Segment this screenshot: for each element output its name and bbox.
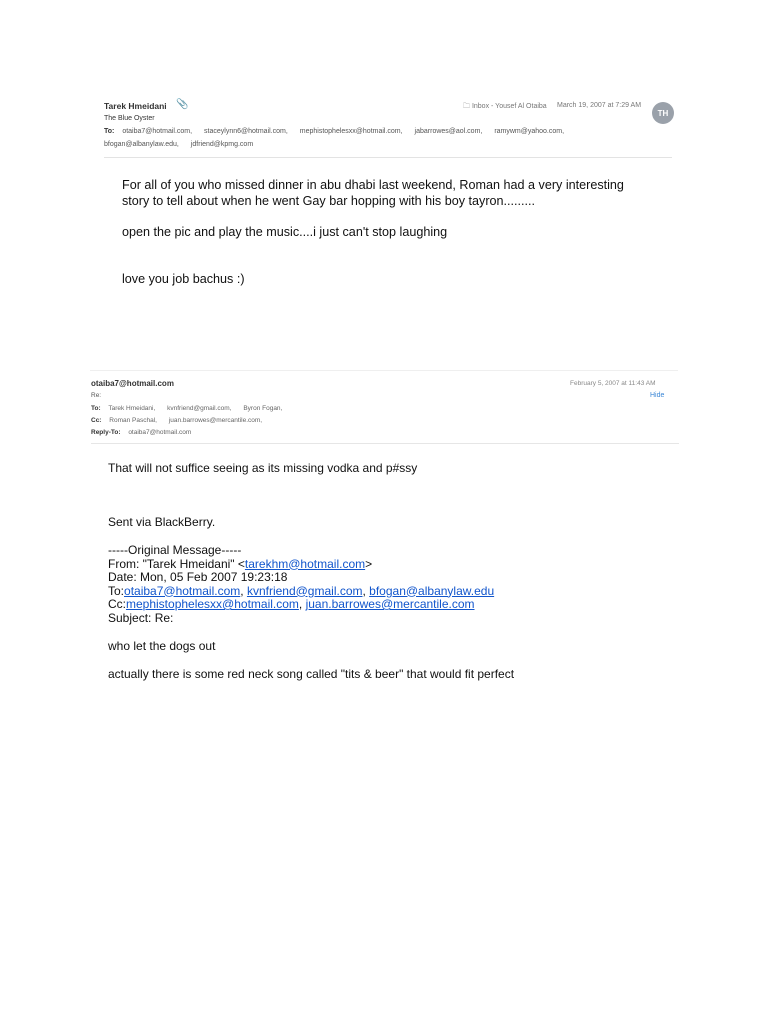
email-link[interactable]: bfogan@albanylaw.edu <box>369 583 495 598</box>
avatar: TH <box>652 102 674 124</box>
original-date: Date: Mon, 05 Feb 2007 19:23:18 <box>108 570 288 584</box>
original-subject: Subject: Re: <box>108 610 174 625</box>
hide-link[interactable]: Hide <box>650 392 665 399</box>
recipient[interactable]: Tarek Hmeidani, <box>108 405 156 412</box>
email1-body-line: story to tell about when he went Gay bar hopping with his boy tayron......... <box>122 194 536 208</box>
recipient[interactable]: otaiba7@hotmail.com <box>128 429 192 436</box>
divider <box>91 443 679 444</box>
separator: , <box>362 583 370 598</box>
email2-to <box>91 405 292 412</box>
email2-subject: Re: <box>91 392 102 399</box>
from-prefix: From: "Tarek Hmeidani" < <box>108 556 245 571</box>
separator: , <box>298 597 306 611</box>
email2-sender[interactable]: otaiba7@hotmail.com <box>91 379 174 388</box>
to-label: To: <box>91 405 101 412</box>
recipient[interactable]: ramywm@yahoo.com, <box>494 128 565 135</box>
mailbox-label: Inbox - Yousef Al Otaiba <box>471 103 547 110</box>
email2-reply-to <box>91 429 191 436</box>
recipient[interactable]: Byron Fogan, <box>243 405 283 412</box>
recipient[interactable]: otaiba7@hotmail.com, <box>122 128 193 135</box>
recipient[interactable]: Roman Paschal, <box>109 417 157 424</box>
recipient[interactable]: jdfriend@kpmg.com <box>190 141 254 148</box>
to-label: To: <box>104 128 115 135</box>
email1-recipients <box>104 128 574 135</box>
divider <box>90 370 678 371</box>
email-link[interactable]: juan.barrowes@mercantile.com <box>305 597 475 611</box>
email-link[interactable]: otaiba7@hotmail.com <box>124 583 241 598</box>
paperclip-icon: 📎 <box>176 99 189 110</box>
recipient[interactable]: juan.barrowes@mercantile.com, <box>168 417 263 424</box>
email1-body-line: open the pic and play the music....i just can't stop laughing <box>122 225 448 239</box>
email-link[interactable]: tarekhm@hotmail.com <box>244 556 366 571</box>
email1-subject: The Blue Oyster <box>104 115 155 122</box>
email2-body-line: who let the dogs out <box>108 639 216 653</box>
email1-body-line: love you job bachus :) <box>122 272 245 286</box>
email2-body-line: actually there is some red neck song called "tits & beer" that would fit perfect <box>108 667 515 681</box>
from-suffix: > <box>365 556 373 571</box>
original-to <box>108 585 494 599</box>
recipient[interactable]: bfogan@albanylaw.edu, <box>104 141 179 148</box>
email-link[interactable]: kvnfriend@gmail.com <box>246 583 363 598</box>
email1-mailbox[interactable] <box>463 102 547 113</box>
folder-icon: 🗀 <box>463 103 470 110</box>
cc-label: Cc: <box>91 417 102 424</box>
recipient[interactable]: jabarrowes@aol.com, <box>414 128 483 135</box>
email2-date: February 5, 2007 at 11:43 AM <box>570 380 656 387</box>
email2-signature: Sent via BlackBerry. <box>108 515 216 529</box>
email-link[interactable]: mephistophelesxx@hotmail.com <box>126 597 299 611</box>
original-from <box>108 558 372 572</box>
divider <box>104 157 672 158</box>
to-prefix: To: <box>108 583 125 598</box>
email1-date: March 19, 2007 at 7:29 AM <box>557 102 642 109</box>
separator: , <box>240 583 247 598</box>
original-message-header: -----Original Message----- <box>108 543 242 557</box>
cc-prefix: Cc: <box>108 597 126 611</box>
email1-sender[interactable]: Tarek Hmeidani <box>104 101 167 111</box>
email2-cc <box>91 417 272 424</box>
recipient[interactable]: mephistophelesxx@hotmail.com, <box>299 128 403 135</box>
recipient[interactable]: staceylynn6@hotmail.com, <box>204 128 288 135</box>
email1-recipients-continued <box>104 141 263 148</box>
email1-body-line: For all of you who missed dinner in abu dhabi last weekend, Roman had a very interesting <box>122 178 624 192</box>
email2-body-line: That will not suffice seeing as its missing vodka and p#ssy <box>108 461 418 475</box>
original-cc <box>108 598 475 612</box>
recipient[interactable]: kvnfriend@gmail.com, <box>167 405 232 412</box>
reply-to-label: Reply-To: <box>91 429 121 436</box>
